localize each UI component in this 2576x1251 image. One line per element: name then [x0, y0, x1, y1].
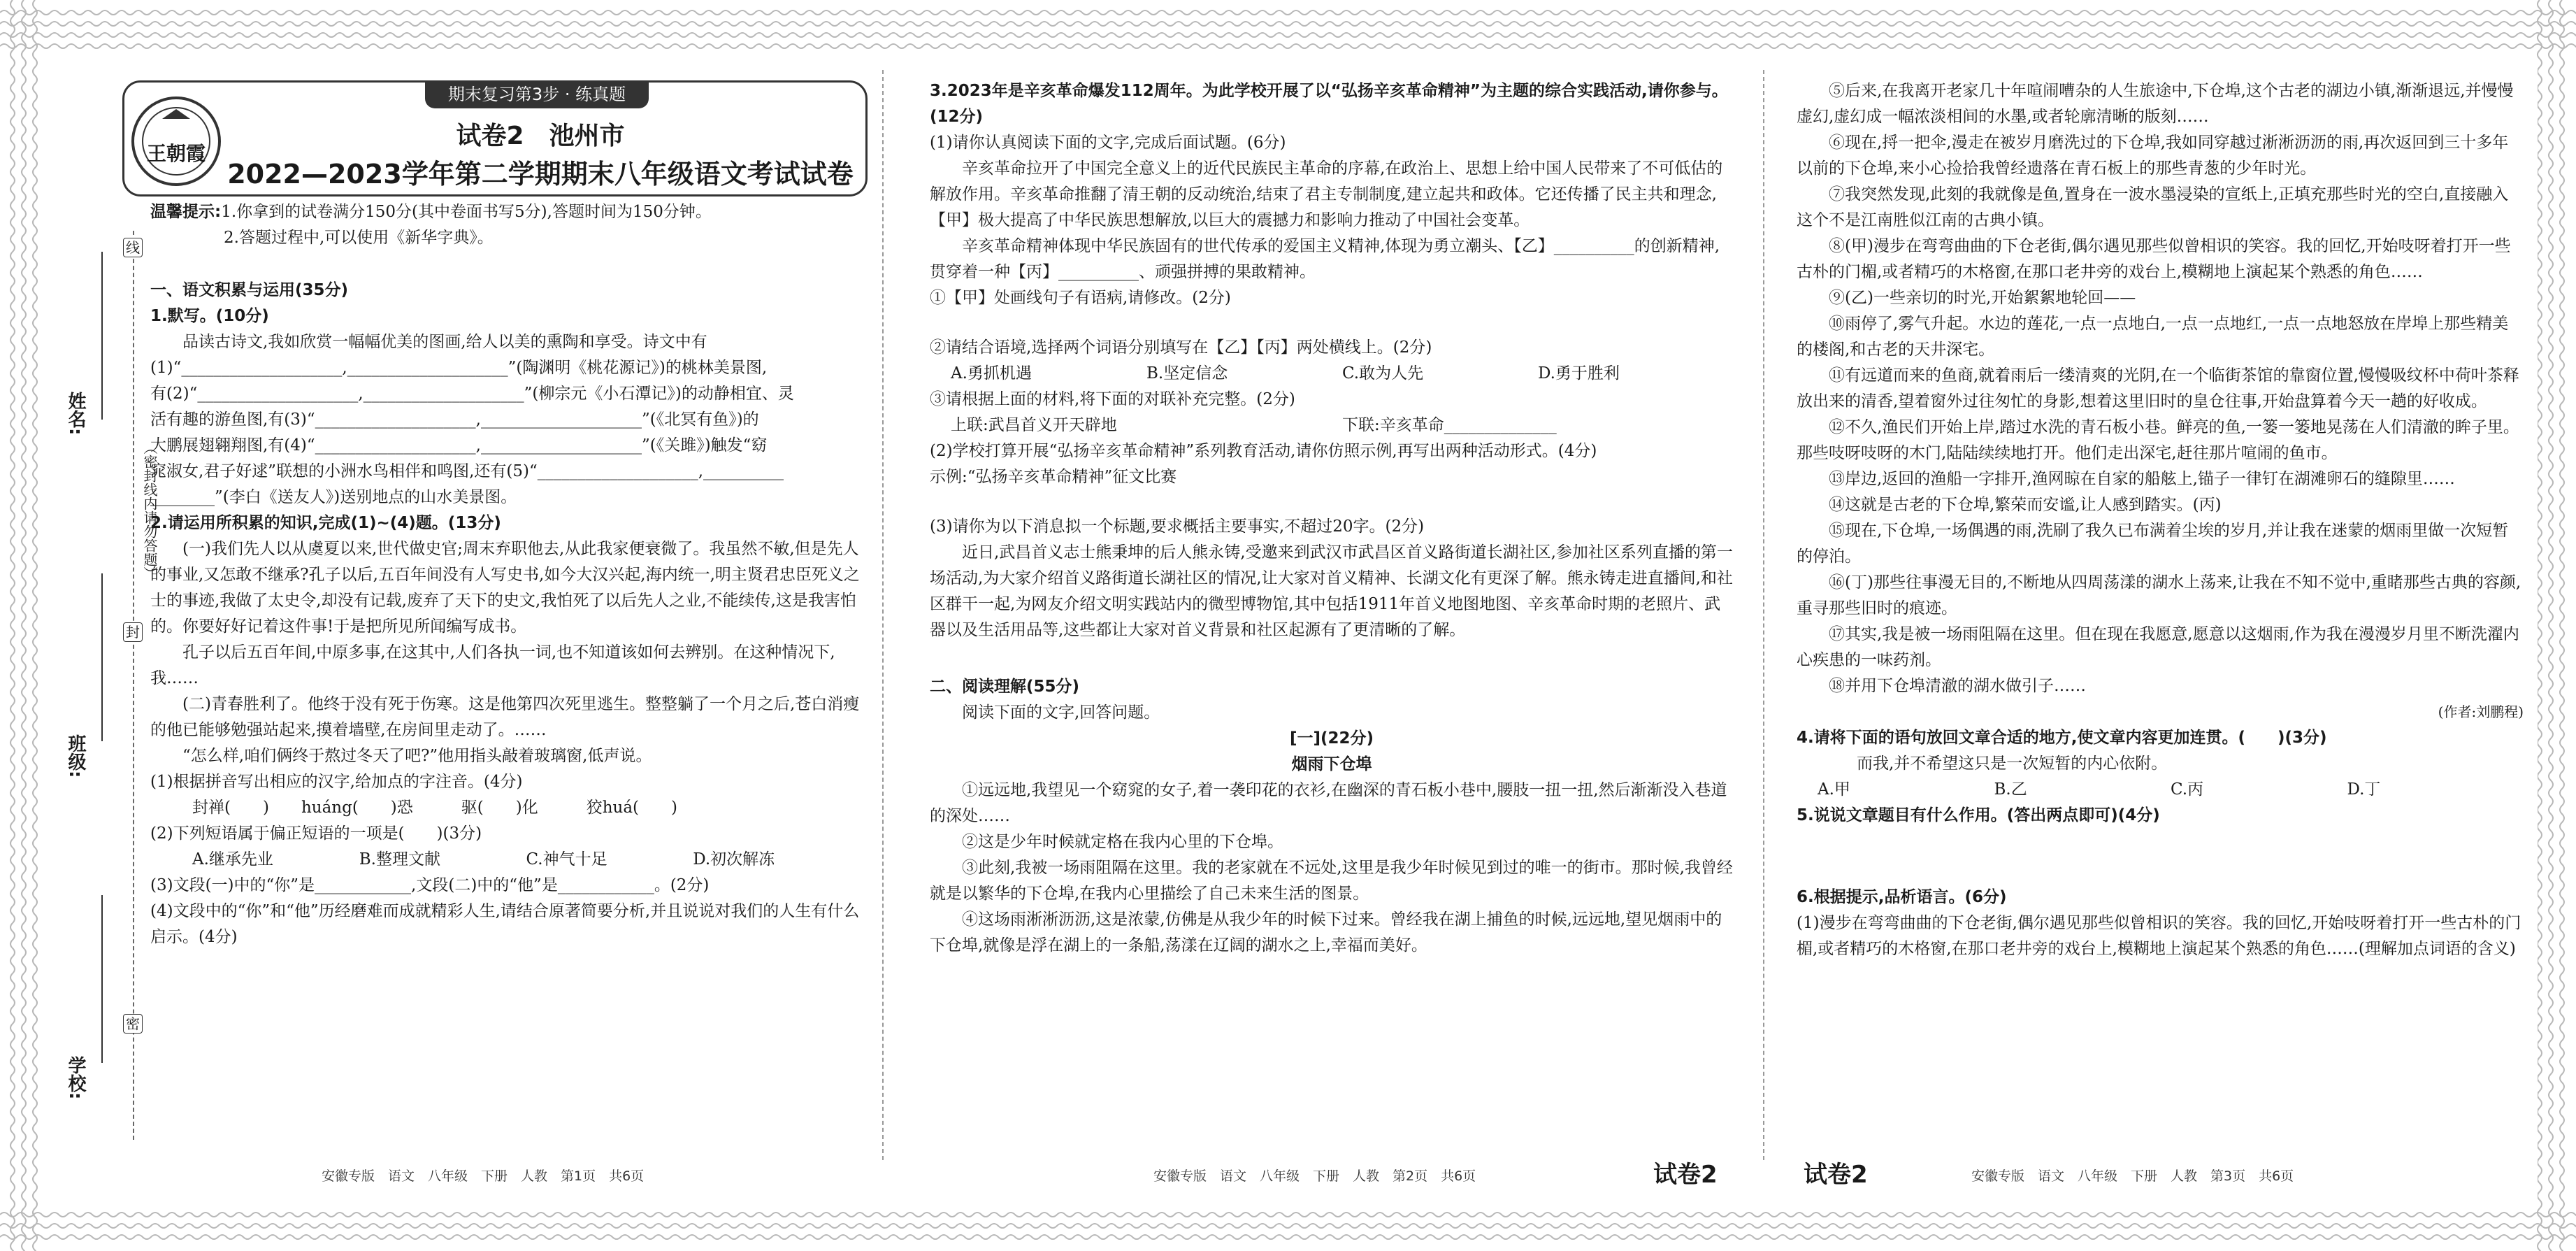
question-heading: 3.2023年是辛亥革命爆发112周年。为此学校开展了以“弘扬辛亥革命精神”为主题的综合实践活动,请你参与。(12分): [930, 82, 1728, 126]
seal-mark: 封: [123, 622, 143, 642]
fill-blank-line[interactable]: (1)“____________________,____________________”(陶渊明《桃花源记》)的桃林美景图,: [150, 359, 768, 377]
review-step-tab: 期末复习第3步 · 练真题: [425, 80, 649, 108]
option-row: [150, 847, 860, 873]
passage-text: 辛亥革命精神体现中华民族固有的世代传承的爱国主义精神,体现为勇立潮头、【乙】__________的创新精神,贯穿着一种【丙】__________、顽强拼搏的果敢精神。: [930, 237, 1720, 281]
column-divider: [882, 70, 884, 1160]
exam-tag: 试卷2: [1804, 1161, 1868, 1189]
fill-blank-line[interactable]: 有(2)“____________________,____________________”(柳宗元《小石潭记》)的动静相宜、灵: [150, 385, 794, 403]
option-c[interactable]: C.神气十足: [526, 850, 607, 868]
sub-question: (2)下列短语属于偏正短语的一项是( )(3分): [150, 824, 482, 843]
option-c[interactable]: C.敢为人先: [1342, 364, 1424, 383]
option-a[interactable]: A.继承先业: [192, 850, 273, 868]
answer-space[interactable]: [1797, 829, 2524, 885]
instruction-text: 阅读下面的文字,回答问题。: [962, 703, 1160, 722]
question-heading: 2.请运用所积累的知识,完成(1)~(4)题。(13分): [150, 514, 501, 532]
option-row: [1797, 777, 2524, 803]
tips-line: 2.答题过程中,可以使用《新华字典》。: [224, 229, 494, 247]
sub-question: (3)请你为以下消息拟一个标题,要求概括主要事实,不超过20字。(2分): [930, 517, 1425, 536]
article-paragraph: ⑫不久,渔民们开始上岸,踏过水洗的青石板小巷。鲜亮的鱼,一篓一篓地晃荡在人们清澈的眸子里。那些吱呀吱呀的木门,陆陆续续地打开。他们走出深宅,赶往那片喧闹的鱼市。: [1797, 418, 2519, 462]
article-paragraph: ⑥现在,捋一把伞,漫走在被岁月磨洗过的下仓埠,我如同穿越过淅淅沥沥的雨,再次返回到三十多年以前的下仓埠,来小心捡拾我曾经遗落在青石板上的那些青葱的少年时光。: [1797, 134, 2509, 178]
insert-sentence: 而我,并不希望这只是一次短暂的内心依附。: [1857, 755, 2168, 773]
part-heading: [一](22分): [1289, 729, 1374, 748]
sub-question: (1)漫步在弯弯曲曲的下仓老街,偶尔遇见那些似曾相识的笑容。我的回忆,开始吱呀着打开一些古朴的门楣,或者精巧的木格窗,在那口老井旁的戏台上,模糊地上演起某个熟悉的角色……(理解加点词语的含义): [1797, 914, 2521, 958]
article-paragraph: ②这是少年时候就定格在我内心里的下仓埠。: [962, 833, 1283, 851]
class-label: 班级:: [65, 734, 86, 778]
author-credit: (作者:刘鹏程): [2438, 703, 2524, 720]
exam-tag: 试卷2: [1653, 1161, 1718, 1189]
pinyin-blanks[interactable]: 封禅( ) huáng( )恐 驱( )化 狡huá( ): [192, 799, 677, 817]
article-paragraph: ⑱并用下仓埠清澈的湖水做引子……: [1829, 677, 2086, 695]
sub-question: (2)学校打算开展“弘扬辛亥革命精神”系列教育活动,请你仿照示例,再写出两种活动形式。(4分): [930, 442, 1597, 460]
sub-question: ①【甲】处画线句子有语病,请修改。(2分): [930, 289, 1231, 307]
sub-question: (4)文段中的“你”和“他”历经磨难而成就精彩人生,请结合原著简要分析,并且说说对我们的人生有什么启示。(4分): [150, 902, 860, 946]
passage-text: 近日,武昌首义志士熊秉坤的后人熊永铸,受邀来到武汉市武昌区首义路街道长湖社区,参加社区系列直播的第一场活动,为大家介绍首义路街道长湖社区的情况,让大家对首义精神、长湖文化有更深了解。熊永铸走进直播间,和社区群干一起,为网友介绍文明实践站内的微型博物馆,其中包括1911年首义地图地图、辛亥革命时期的老照片、武器以及生活用品等,这些都让大家对首义背景和社区起源有了更清晰的了解。: [930, 543, 1733, 639]
passage-text: 辛亥革命拉开了中国完全意义上的近代民族民主革命的序幕,在政治上、思想上给中国人民带来了不可低估的解放作用。辛亥革命推翻了清王朝的反动统治,结束了君主专制制度,建立起共和政体。它还传播了民主共和理念,【甲】极大提高了中华民族思想解放,以巨大的震撼力和影响力推动了中国社会变革。: [930, 159, 1723, 229]
article-paragraph: ⑬岸边,返回的渔船一字排开,渔网晾在自家的船舷上,锚子一律钉在湖滩卵石的缝隙里……: [1829, 470, 2455, 488]
couplet-upper: 上联:武昌首义开天辟地: [951, 416, 1117, 434]
page-footer: 安徽专版 语文 八年级 下册 人教 第3页 共6页: [1971, 1168, 2294, 1184]
binding-strip: [49, 231, 158, 1140]
couplet-lower[interactable]: 下联:辛亥革命______________: [1342, 416, 1557, 434]
article-paragraph: ⑧(甲)漫步在弯弯曲曲的下仓老街,偶尔遇见那些似曾相识的笑容。我的回忆,开始吱呀着打开一些古朴的门楣,或者精巧的木格窗,在那口老井旁的戏台上,模糊地上演起某个熟悉的角色……: [1797, 237, 2511, 281]
option-b[interactable]: B.乙: [1994, 780, 2027, 799]
page2-content: [930, 78, 1734, 959]
exam-subtitle: 2022—2023学年第二学期期末八年级语文考试试卷: [227, 159, 854, 190]
page3-content: [1797, 78, 2524, 962]
exam-title: 试卷2 池州市: [456, 122, 625, 150]
article-paragraph: ④这场雨淅淅沥沥,这是浓蒙,仿佛是从我少年的时候下过来。曾经我在湖上捕鱼的时候,远远地,望见烟雨中的下仓埠,就像是浮在湖上的一条船,荡漾在辽阔的湖水之上,幸福而美好。: [930, 910, 1722, 955]
tips-label: 温馨提示:: [150, 203, 222, 221]
sub-question[interactable]: (3)文段(一)中的“你”是____________,文段(二)中的“他”是____________。(2分): [150, 876, 710, 894]
option-d[interactable]: D.初次解冻: [693, 850, 775, 868]
article-paragraph: ⑦我突然发现,此刻的我就像是鱼,置身在一波水墨浸染的宣纸上,正填充那些时光的空白,直接融入这个不是江南胜似江南的古典小镇。: [1797, 185, 2509, 229]
article-paragraph: ①远远地,我望见一个窈窕的女子,着一袭印花的衣衫,在幽深的青石板小巷中,腰肢一扭一扭,然后渐渐没入巷道的深处……: [930, 781, 1727, 825]
page1-content: [150, 199, 860, 950]
sub-question: (1)请你认真阅读下面的文字,完成后面试题。(6分): [930, 134, 1286, 152]
option-a[interactable]: A.甲: [1818, 780, 1850, 799]
question-heading: 6.根据提示,品析语言。(6分): [1797, 888, 2007, 906]
page-footer: 安徽专版 语文 八年级 下册 人教 第1页 共6页: [322, 1168, 645, 1184]
school-label: 学校:: [65, 1056, 86, 1100]
question-text: 品读古诗文,我如欣赏一幅幅优美的图画,给人以美的熏陶和享受。诗文中有: [182, 333, 707, 351]
passage-text: (二)青春胜利了。他终于没有死于伤寒。这是他第四次死里逃生。整整躺了一个月之后,苍白消瘦的他已能够勉强站起来,摸着墙壁,在房间里走动了。……: [150, 695, 860, 739]
logo-text: 王朝霞: [146, 142, 206, 165]
school-field[interactable]: [101, 895, 104, 1063]
fill-blank-line[interactable]: 窕淑女,君子好逑”联想的小洲水鸟相伴和鸣图,还有(5)“____________________,__________: [150, 462, 784, 480]
exam-header: [122, 80, 868, 196]
option-row: [930, 361, 1734, 387]
question-heading: 5.说说文章题目有什么作用。(答出两点即可)(4分): [1797, 806, 2160, 824]
name-field[interactable]: [101, 252, 104, 420]
article-paragraph: ⑨(乙)一些亲切的时光,开始絮絮地轮回——: [1829, 289, 2136, 307]
option-d[interactable]: D.丁: [2347, 780, 2381, 799]
option-d[interactable]: D.勇于胜利: [1538, 364, 1620, 383]
fill-blank-line[interactable]: 大鹏展翅翱翔图,有(4)“____________________,____________________”(《关雎》)触发“窈: [150, 436, 768, 455]
article-paragraph: ⑪有远道而来的鱼商,就着雨后一缕清爽的光阴,在一个临街茶馆的靠窗位置,慢慢吸纹杯中荷叶茶释放出来的清香,望着窗外过往匆忙的身影,想着这里旧时的皇仓往事,开始盘算着今天一趟的好收成。: [1797, 366, 2519, 410]
fill-blank-line[interactable]: ________”(李白《送友人》)送别地点的山水美景图。: [150, 488, 517, 506]
passage-text: 孔子以后五百年间,中原多事,在这其中,人们各执一词,也不知道该如何去辨别。在这种情况下,我……: [150, 643, 835, 687]
article-paragraph: ⑭这就是古老的下仓埠,繁荣而安谧,让人感到踏实。(丙): [1829, 496, 2222, 514]
article-paragraph: ⑤后来,在我离开老家几十年喧闹嘈杂的人生旅途中,下仓埠,这个古老的湖边小镇,渐渐退远,并慢慢虚幻,虚幻成一幅浓淡相间的水墨,或者轮廓清晰的版刻……: [1797, 82, 2514, 126]
option-b[interactable]: B.整理文献: [359, 850, 440, 868]
column-divider: [1763, 70, 1764, 1160]
sub-question: ②请结合语境,选择两个词语分别填写在【乙】【丙】两处横线上。(2分): [930, 338, 1432, 357]
tips-line: 1.你拿到的试卷满分150分(其中卷面书写5分),答题时间为150分钟。: [221, 203, 712, 221]
couplet-row: [930, 413, 1734, 438]
article-paragraph: ⑰其实,我是被一场雨阻隔在这里。但在现在我愿意,愿意以这烟雨,作为我在漫漫岁月里不断洗濯内心疾患的一味药剂。: [1797, 625, 2519, 669]
section-heading: 二、阅读理解(55分): [930, 678, 1080, 696]
publisher-logo: [131, 96, 221, 186]
article-paragraph: ③此刻,我被一场雨阻隔在这里。我的老家就在不远处,这里是我少年时候见到过的唯一的街市。那时候,我曾经就是以繁华的下仓埠,在我内心里描绘了自己未来生活的图景。: [930, 859, 1733, 903]
example-text: 示例:“弘扬辛亥革命精神”征文比赛: [930, 468, 1177, 486]
seal-line: [133, 231, 134, 1140]
class-field[interactable]: [101, 573, 104, 741]
passage-text: “怎么样,咱们俩终于熬过冬天了吧?”他用指头敲着玻璃窗,低声说。: [182, 747, 652, 765]
article-paragraph: ⑮现在,下仓埠,一场偶遇的雨,洗刷了我久已布满着尘埃的岁月,并让我在迷蒙的烟雨里做一次短暂的停泊。: [1797, 522, 2509, 566]
passage-text: (一)我们先人以从虞夏以来,世代做史官;周末弃职他去,从此我家便衰微了。我虽然不敏,但是先人的事业,又怎敢不继承?孔子以后,五百年间没有人写史书,如今大汉兴起,海内统一,明主贤君忠臣死义之士的事迹,我做了太史令,却没有记载,废弃了天下的史文,我怕死了以后先人之业,不能续传,这是我害怕的。你要好好记着这件事!于是把所见所闻编写成书。: [150, 540, 860, 636]
sub-question: (1)根据拼音写出相应的汉字,给加点的字注音。(4分): [150, 773, 523, 791]
article-paragraph: ⑯(丁)那些往事漫无目的,不断地从四周荡漾的湖水上荡来,让我在不知不觉中,重睹那些古典的容颜,重寻那些旧时的痕迹。: [1797, 573, 2521, 617]
seal-mark: 密: [123, 1014, 143, 1034]
option-c[interactable]: C.丙: [2171, 780, 2204, 799]
article-paragraph: ⑩雨停了,雾气升起。水边的莲花,一点一点地白,一点一点地红,一点一点地怒放在岸埠上那些精美的楼阁,和古老的天井深宅。: [1797, 315, 2509, 359]
option-a[interactable]: A.勇抓机遇: [951, 364, 1032, 383]
sub-question: ③请根据上面的材料,将下面的对联补充完整。(2分): [930, 390, 1295, 408]
name-label: 姓名:: [65, 392, 86, 436]
seal-hint: （密封线内请勿答题）: [141, 441, 158, 580]
section-heading: 一、语文积累与运用(35分): [150, 281, 349, 299]
fill-blank-line[interactable]: 活有趣的游鱼图,有(3)“____________________,____________________”(《北冥有鱼》)的: [150, 410, 759, 429]
seal-mark: 线: [123, 238, 143, 257]
article-title: 烟雨下仓埠: [1291, 755, 1372, 773]
question-heading: 1.默写。(10分): [150, 307, 269, 325]
option-b[interactable]: B.坚定信念: [1146, 364, 1228, 383]
page-footer: 安徽专版 语文 八年级 下册 人教 第2页 共6页: [1153, 1168, 1476, 1184]
question-heading: 4.请将下面的语句放回文章合适的地方,使文章内容更加连贯。( )(3分): [1797, 729, 2327, 747]
